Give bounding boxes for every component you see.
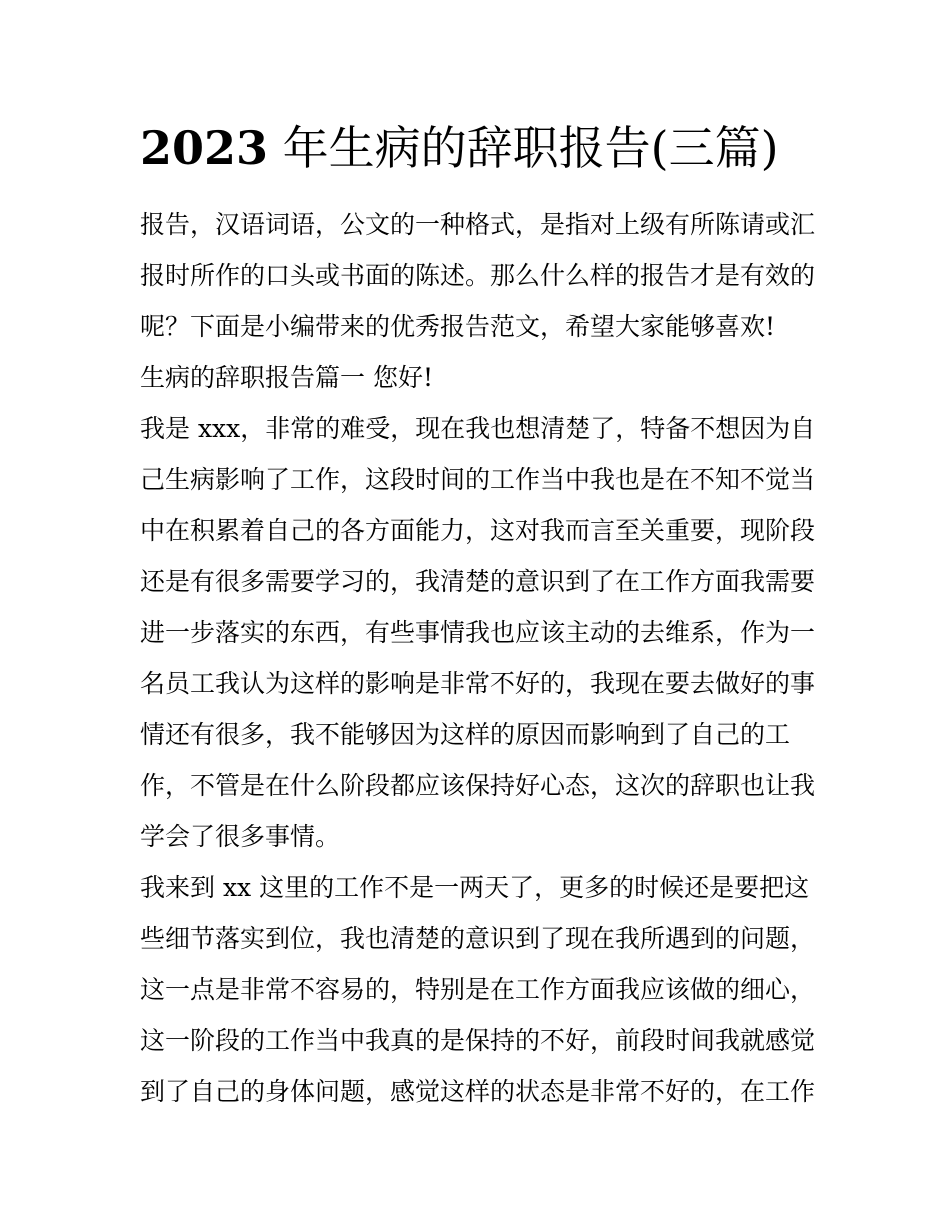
body-line: 进一步落实的东西，有些事情我也应该主动的去维系，作为一 bbox=[140, 618, 816, 647]
body-line: 报告，汉语词语，公文的一种格式，是指对上级有所陈请或汇 bbox=[140, 210, 816, 239]
section-heading: 生病的辞职报告篇一 您好! bbox=[140, 363, 433, 392]
body-line: 情还有很多，我不能够因为这样的原因而影响到了自己的工 bbox=[140, 720, 791, 749]
document-body bbox=[140, 199, 820, 1117]
body-line: 中在积累着自己的各方面能力，这对我而言至关重要，现阶段 bbox=[140, 516, 816, 545]
body-line: 到了自己的身体问题，感觉这样的状态是非常不好的，在工作 bbox=[140, 1077, 816, 1106]
body-line: 报时所作的口头或书面的陈述。那么什么样的报告才是有效的 bbox=[140, 261, 816, 290]
title-text: 年生病的辞职报告(三篇) bbox=[268, 121, 779, 175]
body-line: 学会了很多事情。 bbox=[140, 822, 341, 851]
title-year: 2023 bbox=[140, 121, 269, 175]
body-line: 些细节落实到位，我也清楚的意识到了现在我所遇到的问题， bbox=[140, 924, 816, 953]
body-line: 我是 xxx，非常的难受，现在我也想清楚了，特备不想因为自 bbox=[140, 414, 816, 443]
body-line: 己生病影响了工作，这段时间的工作当中我也是在不知不觉当 bbox=[140, 465, 816, 494]
body-line: 作，不管是在什么阶段都应该保持好心态，这次的辞职也让我 bbox=[140, 771, 816, 800]
body-line: 这一点是非常不容易的，特别是在工作方面我应该做的细心， bbox=[140, 975, 816, 1004]
document-title bbox=[140, 118, 840, 178]
body-line: 还是有很多需要学习的，我清楚的意识到了在工作方面我需要 bbox=[140, 567, 816, 596]
body-line: 我来到 xx 这里的工作不是一两天了，更多的时候还是要把这 bbox=[140, 873, 810, 902]
body-line: 呢？下面是小编带来的优秀报告范文，希望大家能够喜欢! bbox=[140, 312, 776, 341]
body-line: 这一阶段的工作当中我真的是保持的不好，前段时间我就感觉 bbox=[140, 1026, 816, 1055]
body-line: 名员工我认为这样的影响是非常不好的，我现在要去做好的事 bbox=[140, 669, 816, 698]
